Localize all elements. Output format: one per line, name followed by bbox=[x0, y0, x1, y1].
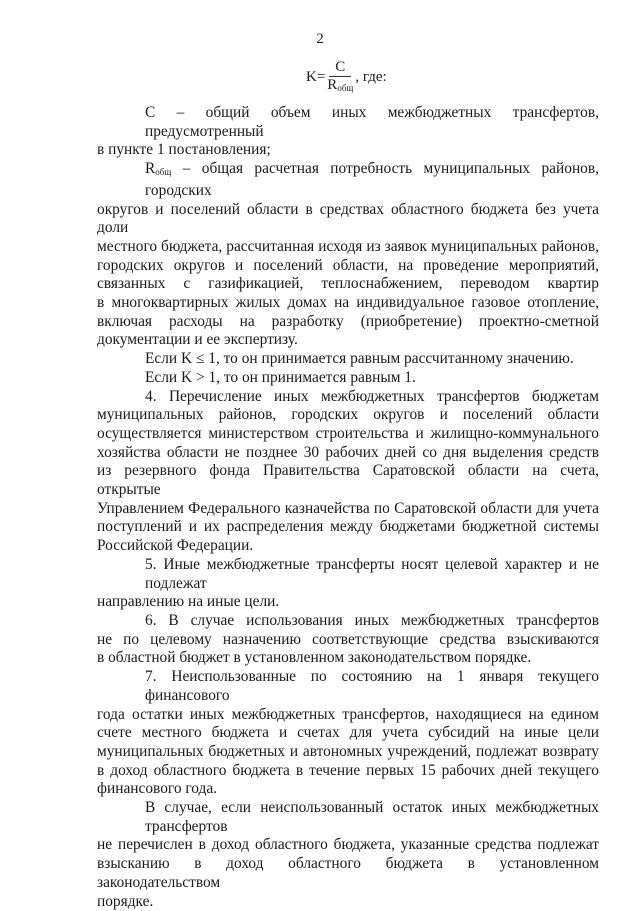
text-line bbox=[97, 893, 599, 911]
line-text: 4. Перечисление иных межбюджетных трансфертов бюджетам bbox=[145, 387, 599, 405]
paragraph bbox=[97, 388, 599, 556]
line-text: – общая расчетная потребность муниципальных районов, городских bbox=[145, 160, 599, 199]
paragraph bbox=[97, 556, 599, 612]
text-line bbox=[97, 350, 599, 369]
text-line bbox=[97, 612, 599, 631]
text-line bbox=[97, 855, 599, 892]
text-line bbox=[97, 780, 599, 799]
formula-denominator-sub: общ bbox=[337, 83, 354, 93]
line-text: не по целевому назначению соответствующие средства взыскиваются bbox=[97, 630, 599, 648]
line-text: документации и ее экспертизу. bbox=[97, 331, 298, 349]
paragraph bbox=[97, 350, 599, 369]
text-line bbox=[97, 649, 599, 668]
paragraph bbox=[97, 369, 599, 388]
text-line bbox=[97, 275, 599, 294]
line-text: Если K ≤ 1, то он принимается равным рассчитанному значению. bbox=[145, 350, 574, 368]
text-line bbox=[97, 294, 599, 313]
formula bbox=[306, 59, 387, 96]
line-text: 7. Неиспользованные по состоянию на 1 января текущего финансового bbox=[145, 668, 599, 704]
line-text: в пункте 1 постановления; bbox=[97, 141, 271, 159]
paragraph bbox=[97, 668, 599, 799]
text-line bbox=[97, 141, 599, 160]
text-line bbox=[97, 762, 599, 781]
text-line bbox=[97, 743, 599, 762]
text-line bbox=[97, 799, 599, 836]
line-text: округов и поселений области в средствах областного бюджета без учета доли bbox=[97, 200, 599, 237]
text-line bbox=[97, 593, 599, 612]
formula-denominator bbox=[327, 77, 353, 96]
paragraph bbox=[97, 799, 599, 911]
text-line bbox=[97, 462, 599, 499]
line-text: Управлением Федерального казначейства по Саратовской области для учета bbox=[97, 499, 599, 517]
text-line bbox=[97, 500, 599, 519]
text-line bbox=[97, 444, 599, 463]
text-line bbox=[97, 518, 599, 537]
line-text: муниципальных бюджетных и автономных учреждений, подлежат возврату bbox=[97, 742, 599, 760]
document-body bbox=[97, 104, 599, 911]
text-line bbox=[97, 537, 599, 556]
line-text: направлению на иные цели. bbox=[97, 593, 280, 611]
line-text: в многоквартирных жилых домах на индивидуальное газовое отопление, bbox=[97, 294, 599, 312]
text-line bbox=[97, 369, 599, 388]
symbol-r-base: R bbox=[145, 160, 156, 178]
line-text: поступлений и их распределения между бюджетами бюджетной системы bbox=[97, 518, 599, 536]
text-line bbox=[97, 836, 599, 855]
text-line bbox=[97, 668, 599, 705]
text-line bbox=[97, 201, 599, 238]
line-text: Российской Федерации. bbox=[97, 537, 254, 555]
text-line bbox=[97, 388, 599, 407]
text-line bbox=[97, 425, 599, 444]
line-text: 5. Иные межбюджетные трансферты носят целевой характер и не подлежат bbox=[145, 555, 599, 592]
line-text: взысканию в доход областного бюджета в установленном законодательством bbox=[97, 855, 599, 891]
line-text: Если K > 1, то он принимается равным 1. bbox=[145, 368, 416, 386]
line-text: С – общий объем иных межбюджетных трансфертов, предусмотренный bbox=[145, 104, 599, 140]
text-line bbox=[97, 104, 599, 141]
line-text: В случае, если неиспользованный остаток иных межбюджетных трансфертов bbox=[145, 799, 599, 835]
line-text: осуществляется министерством строительства и жилищно-коммунального bbox=[97, 424, 599, 442]
text-line bbox=[97, 331, 599, 350]
formula-suffix: , где: bbox=[355, 69, 387, 85]
line-text: в областной бюджет в установленном законодательством порядке. bbox=[97, 649, 532, 667]
line-text: года остатки иных межбюджетных трансфертов, находящиеся на едином bbox=[97, 705, 599, 723]
formula-denominator-base: R bbox=[327, 77, 338, 93]
text-line bbox=[97, 406, 599, 425]
line-text: включая расходы на разработку (приобретение) проектно-сметной bbox=[97, 312, 599, 330]
line-text: городских округов и поселений области, на проведение мероприятий, bbox=[97, 256, 599, 274]
line-text: 6. В случае использования иных межбюджетных трансфертов bbox=[145, 611, 599, 629]
line-text: в доход областного бюджета в течение первых 15 рабочих дней текущего bbox=[97, 761, 599, 779]
text-line bbox=[97, 631, 599, 650]
text-line bbox=[97, 257, 599, 276]
paragraph bbox=[97, 160, 599, 350]
paragraph bbox=[97, 612, 599, 668]
line-text: хозяйства области не позднее 30 рабочих дней со дня выделения средств bbox=[97, 443, 599, 461]
line-text: счете местного бюджета и счетах для учета субсидий на иные цели bbox=[97, 724, 599, 742]
text-line bbox=[97, 313, 599, 332]
line-text: финансового года. bbox=[97, 780, 218, 798]
symbol-r-subscript: общ bbox=[155, 167, 172, 178]
text-line bbox=[97, 724, 599, 743]
line-text: местного бюджета, рассчитанная исходя из заявок муниципальных районов, bbox=[97, 237, 599, 255]
page-number: 2 bbox=[316, 31, 324, 47]
line-text: из резервного фонда Правительства Саратовской области на счета, открытые bbox=[97, 462, 599, 499]
text-line bbox=[97, 238, 599, 257]
text-line bbox=[97, 706, 599, 725]
line-text: муниципальных районов, городских округов и поселений области bbox=[97, 406, 599, 424]
line-text: связанных с газификацией, теплоснабжением, переводом квартир bbox=[97, 275, 599, 293]
text-line bbox=[97, 160, 599, 200]
text-line bbox=[97, 556, 599, 593]
line-text: порядке. bbox=[97, 892, 154, 910]
paragraph bbox=[97, 104, 599, 160]
formula-fraction bbox=[327, 59, 353, 96]
formula-numerator: C bbox=[329, 59, 351, 77]
formula-lhs: K= bbox=[306, 69, 326, 85]
line-text: не перечислен в доход областного бюджета, указанные средства подлежат bbox=[97, 836, 599, 854]
